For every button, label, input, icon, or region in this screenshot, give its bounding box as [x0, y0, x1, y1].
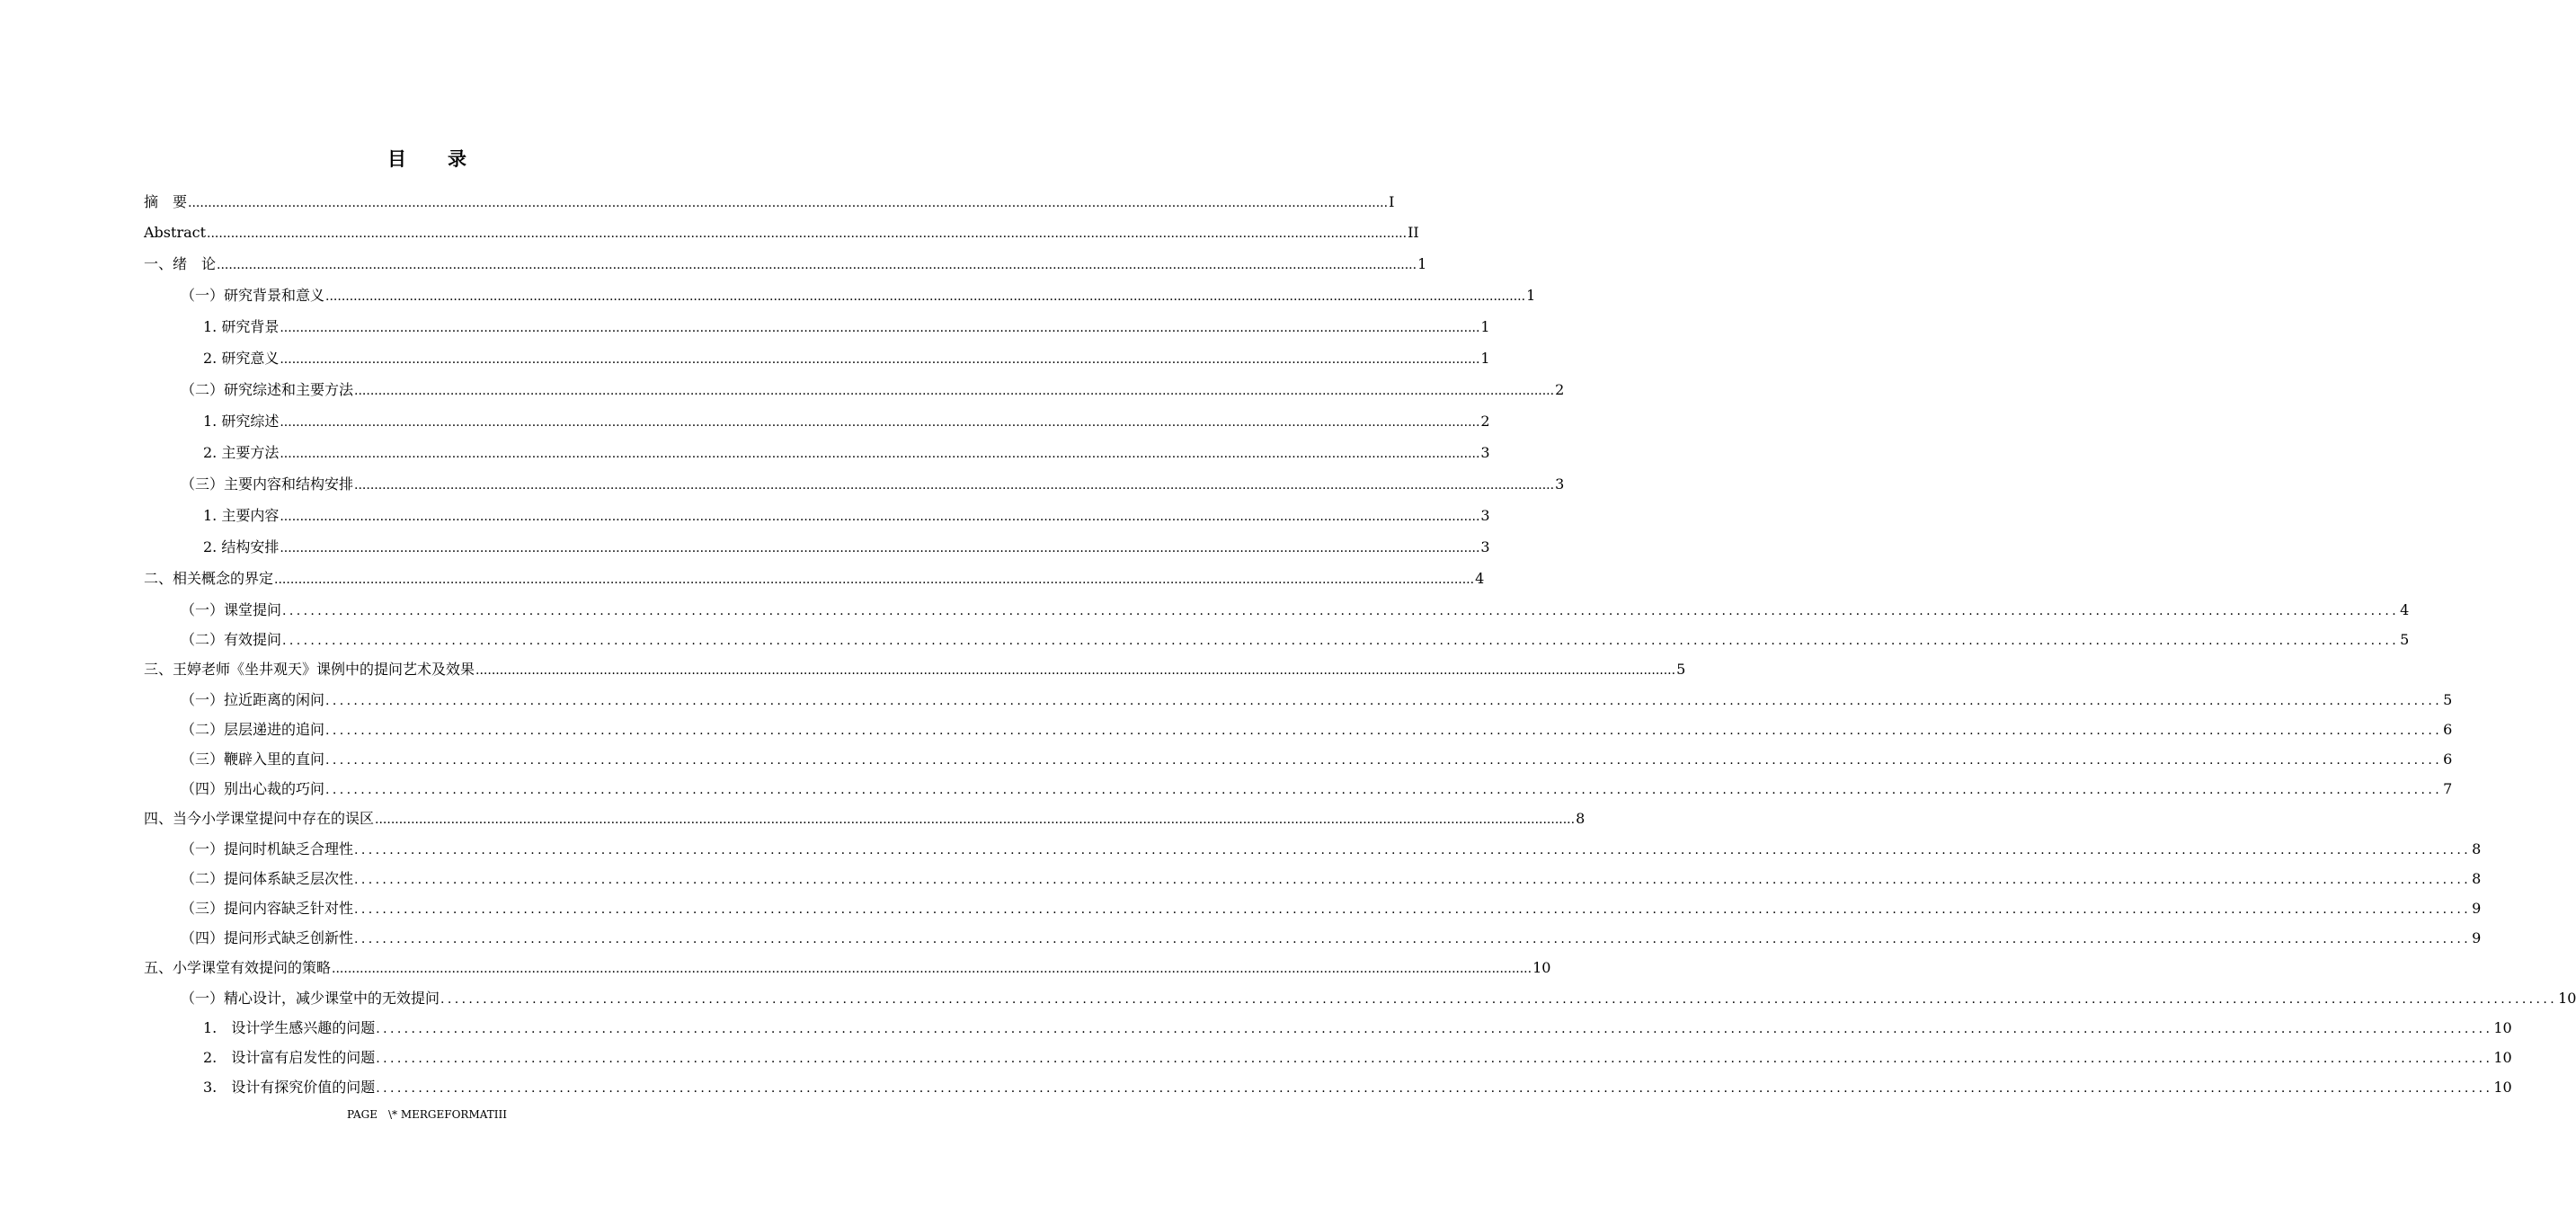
toc-dot-leader: ............................................................................................................................................................................................................................................................................................................ — [354, 902, 2472, 917]
toc-dot-leader: ............................................................................................................................................................................................................................................................................................................ — [354, 932, 2472, 946]
toc-dot-leader: ............................................................................................................................................................................................................................................................................................................ — [325, 694, 2443, 708]
toc-dot-leader: ............................................................................................................................................................................................................................................................................................................ — [354, 873, 2472, 887]
toc-entry-page: 3 — [1480, 538, 1490, 555]
toc-entry-label: Abstract — [144, 224, 207, 241]
toc-entry[interactable] — [203, 506, 1490, 527]
toc-entry[interactable] — [181, 286, 1536, 306]
toc-entry-label: （一）拉近距离的闲问 — [181, 691, 325, 708]
toc-entry-page: 8 — [2472, 870, 2482, 887]
toc-dot-leader: ............................................................................................................................................................................................................................................................................................................ — [440, 992, 2558, 1007]
toc-entry[interactable] — [181, 899, 2482, 919]
toc-entry-page: 3 — [1480, 507, 1490, 524]
toc-dot-leader: ............................................................................................................................................................................................................................................................................................................ — [280, 447, 1480, 461]
toc-entry-label: 1. 主要内容 — [203, 507, 280, 524]
toc-dot-leader: ............................................................................................................................................................................................................................................................................................................ — [376, 1022, 2493, 1036]
toc-entry-label: （二）研究综述和主要方法 — [181, 381, 354, 398]
toc-entry-page: 3 — [1480, 444, 1490, 461]
toc-entry[interactable] — [203, 349, 1490, 369]
toc-entry-page: 1 — [1417, 255, 1427, 272]
toc-entry-label: 一、绪 论 — [144, 255, 217, 272]
toc-dot-leader: ............................................................................................................................................................................................................................................................................................................ — [354, 384, 1555, 398]
toc-entry[interactable] — [181, 750, 2453, 770]
toc-entry[interactable] — [181, 720, 2453, 741]
toc-entry-label: （一）精心设计，减少课堂中的无效提问 — [181, 990, 440, 1007]
toc-entry-page: 2 — [1555, 381, 1565, 398]
toc-entry-page: 10 — [2493, 1079, 2512, 1096]
toc-entry[interactable] — [181, 600, 2410, 621]
toc-entry-page: 4 — [2400, 601, 2410, 618]
toc-title: 目录 — [387, 147, 508, 170]
toc-entry[interactable] — [203, 1078, 2512, 1098]
toc-entry[interactable] — [144, 254, 1427, 275]
toc-dot-leader: ............................................................................................................................................................................................................................................................................................................ — [375, 813, 1576, 827]
toc-entry-label: （二）提问体系缺乏层次性 — [181, 870, 354, 887]
toc-dot-leader: ............................................................................................................................................................................................................................................................................................................ — [217, 258, 1417, 272]
toc-entry-label: 三、王婷老师《坐井观天》课例中的提问艺术及效果 — [144, 661, 475, 678]
toc-entry-label: 四、当今小学课堂提问中存在的误区 — [144, 810, 375, 827]
toc-entry-label: 1. 研究综述 — [203, 413, 280, 430]
toc-entry[interactable] — [203, 412, 1490, 432]
toc-entry[interactable] — [144, 660, 1686, 680]
toc-entry[interactable] — [181, 475, 1565, 495]
toc-entry-label: （三）主要内容和结构安排 — [181, 475, 354, 493]
toc-entry-page: 10 — [2493, 1019, 2512, 1036]
toc-entry-label: （四）提问形式缺乏创新性 — [181, 929, 354, 946]
page-footer: PAGE \* MERGEFORMATIII — [347, 1108, 507, 1121]
toc-entry-page: 1 — [1480, 318, 1490, 335]
toc-dot-leader: ............................................................................................................................................................................................................................................................................................................ — [280, 321, 1480, 335]
toc-entry-page: 5 — [1676, 661, 1686, 678]
toc-dot-leader: ............................................................................................................................................................................................................................................................................................................ — [376, 1081, 2493, 1096]
toc-entry-label: 2. 研究意义 — [203, 350, 280, 367]
toc-entry-page: 8 — [2472, 840, 2482, 857]
toc-entry[interactable] — [181, 989, 2576, 1009]
toc-entry[interactable] — [144, 569, 1485, 590]
toc-entry[interactable] — [181, 869, 2482, 890]
toc-entry-page: 7 — [2443, 780, 2453, 797]
toc-dot-leader: ............................................................................................................................................................................................................................................................................................................ — [188, 196, 1389, 210]
toc-entry-label: （二）层层递进的追问 — [181, 721, 325, 738]
toc-entry-label: （四）别出心裁的巧问 — [181, 780, 325, 797]
toc-entry-page: 3 — [1555, 475, 1565, 493]
toc-entry-page: 5 — [2443, 691, 2453, 708]
toc-entry-label: （一）提问时机缺乏合理性 — [181, 840, 354, 857]
toc-dot-leader: ............................................................................................................................................................................................................................................................................................................ — [274, 573, 1475, 587]
toc-entry[interactable] — [181, 839, 2482, 860]
toc-dot-leader: ............................................................................................................................................................................................................................................................................................................ — [325, 724, 2443, 738]
toc-entry[interactable] — [181, 380, 1565, 401]
toc-dot-leader: ............................................................................................................................................................................................................................................................................................................ — [282, 634, 2400, 648]
toc-dot-leader: ............................................................................................................................................................................................................................................................................................................ — [354, 478, 1555, 493]
toc-entry[interactable] — [203, 317, 1490, 338]
toc-entry-label: 五、小学课堂有效提问的策略 — [144, 959, 332, 976]
toc-entry-label: （二）有效提问 — [181, 631, 282, 648]
toc-entry[interactable] — [181, 630, 2410, 651]
toc-entry-page: 8 — [1576, 810, 1586, 827]
toc-entry-label: 二、相关概念的界定 — [144, 570, 274, 587]
toc-entry-page: 10 — [1532, 959, 1551, 976]
toc-entry[interactable] — [203, 1048, 2512, 1069]
toc-entry-label: 2. 设计富有启发性的问题 — [203, 1049, 376, 1066]
toc-entry[interactable] — [203, 1018, 2512, 1039]
toc-dot-leader: ............................................................................................................................................................................................................................................................................................................ — [376, 1052, 2493, 1066]
toc-entry-page: 9 — [2472, 900, 2482, 917]
toc-entry-page: II — [1408, 224, 1419, 241]
toc-entry-label: （三）提问内容缺乏针对性 — [181, 900, 354, 917]
toc-entry[interactable] — [144, 223, 1419, 244]
toc-dot-leader: ............................................................................................................................................................................................................................................................................................................ — [282, 604, 2400, 618]
toc-entry-page: 10 — [2558, 990, 2576, 1007]
toc-dot-leader: ............................................................................................................................................................................................................................................................................................................ — [325, 753, 2443, 768]
toc-entry-label: （一）研究背景和意义 — [181, 287, 325, 304]
toc-entry-label: 1. 设计学生感兴趣的问题 — [203, 1019, 376, 1036]
toc-entry-label: 1. 研究背景 — [203, 318, 280, 335]
toc-entry-page: 10 — [2493, 1049, 2512, 1066]
toc-dot-leader: ............................................................................................................................................................................................................................................................................................................ — [280, 352, 1480, 367]
toc-entry-label: 3. 设计有探究价值的问题 — [203, 1079, 376, 1096]
toc-entry[interactable] — [144, 192, 1395, 213]
toc-entry-label: 摘 要 — [144, 193, 188, 210]
toc-entry-page: 6 — [2443, 721, 2453, 738]
toc-dot-leader: ............................................................................................................................................................................................................................................................................................................ — [354, 843, 2472, 857]
toc-dot-leader: ............................................................................................................................................................................................................................................................................................................ — [280, 415, 1480, 430]
toc-entry-page: 4 — [1475, 570, 1485, 587]
toc-dot-leader: ............................................................................................................................................................................................................................................................................................................ — [207, 226, 1408, 241]
toc-entry-label: （一）课堂提问 — [181, 601, 282, 618]
toc-entry-page: 6 — [2443, 751, 2453, 768]
toc-entry-page: 9 — [2472, 929, 2482, 946]
toc-entry-label: 2. 结构安排 — [203, 538, 280, 555]
toc-entry-page: 1 — [1526, 287, 1536, 304]
toc-entry[interactable] — [144, 809, 1586, 830]
toc-dot-leader: ............................................................................................................................................................................................................................................................................................................ — [325, 783, 2443, 797]
toc-entry[interactable] — [181, 779, 2453, 800]
toc-entry-page: 5 — [2400, 631, 2410, 648]
toc-dot-leader: ............................................................................................................................................................................................................................................................................................................ — [332, 962, 1532, 976]
toc-entry-label: 2. 主要方法 — [203, 444, 280, 461]
toc-entry-page: 2 — [1480, 413, 1490, 430]
toc-dot-leader: ............................................................................................................................................................................................................................................................................................................ — [280, 541, 1480, 555]
toc-dot-leader: ............................................................................................................................................................................................................................................................................................................ — [475, 663, 1676, 678]
toc-dot-leader: ............................................................................................................................................................................................................................................................................................................ — [325, 289, 1526, 304]
toc-entry[interactable] — [181, 928, 2482, 949]
toc-entry[interactable] — [203, 443, 1490, 464]
toc-dot-leader: ............................................................................................................................................................................................................................................................................................................ — [280, 510, 1480, 524]
toc-entry-label: （三）鞭辟入里的直问 — [181, 751, 325, 768]
toc-entry[interactable] — [144, 958, 1551, 979]
toc-entry-page: 1 — [1480, 350, 1490, 367]
toc-entry[interactable] — [203, 537, 1490, 558]
toc-entry-page: I — [1389, 193, 1395, 210]
toc-entry[interactable] — [181, 690, 2453, 711]
